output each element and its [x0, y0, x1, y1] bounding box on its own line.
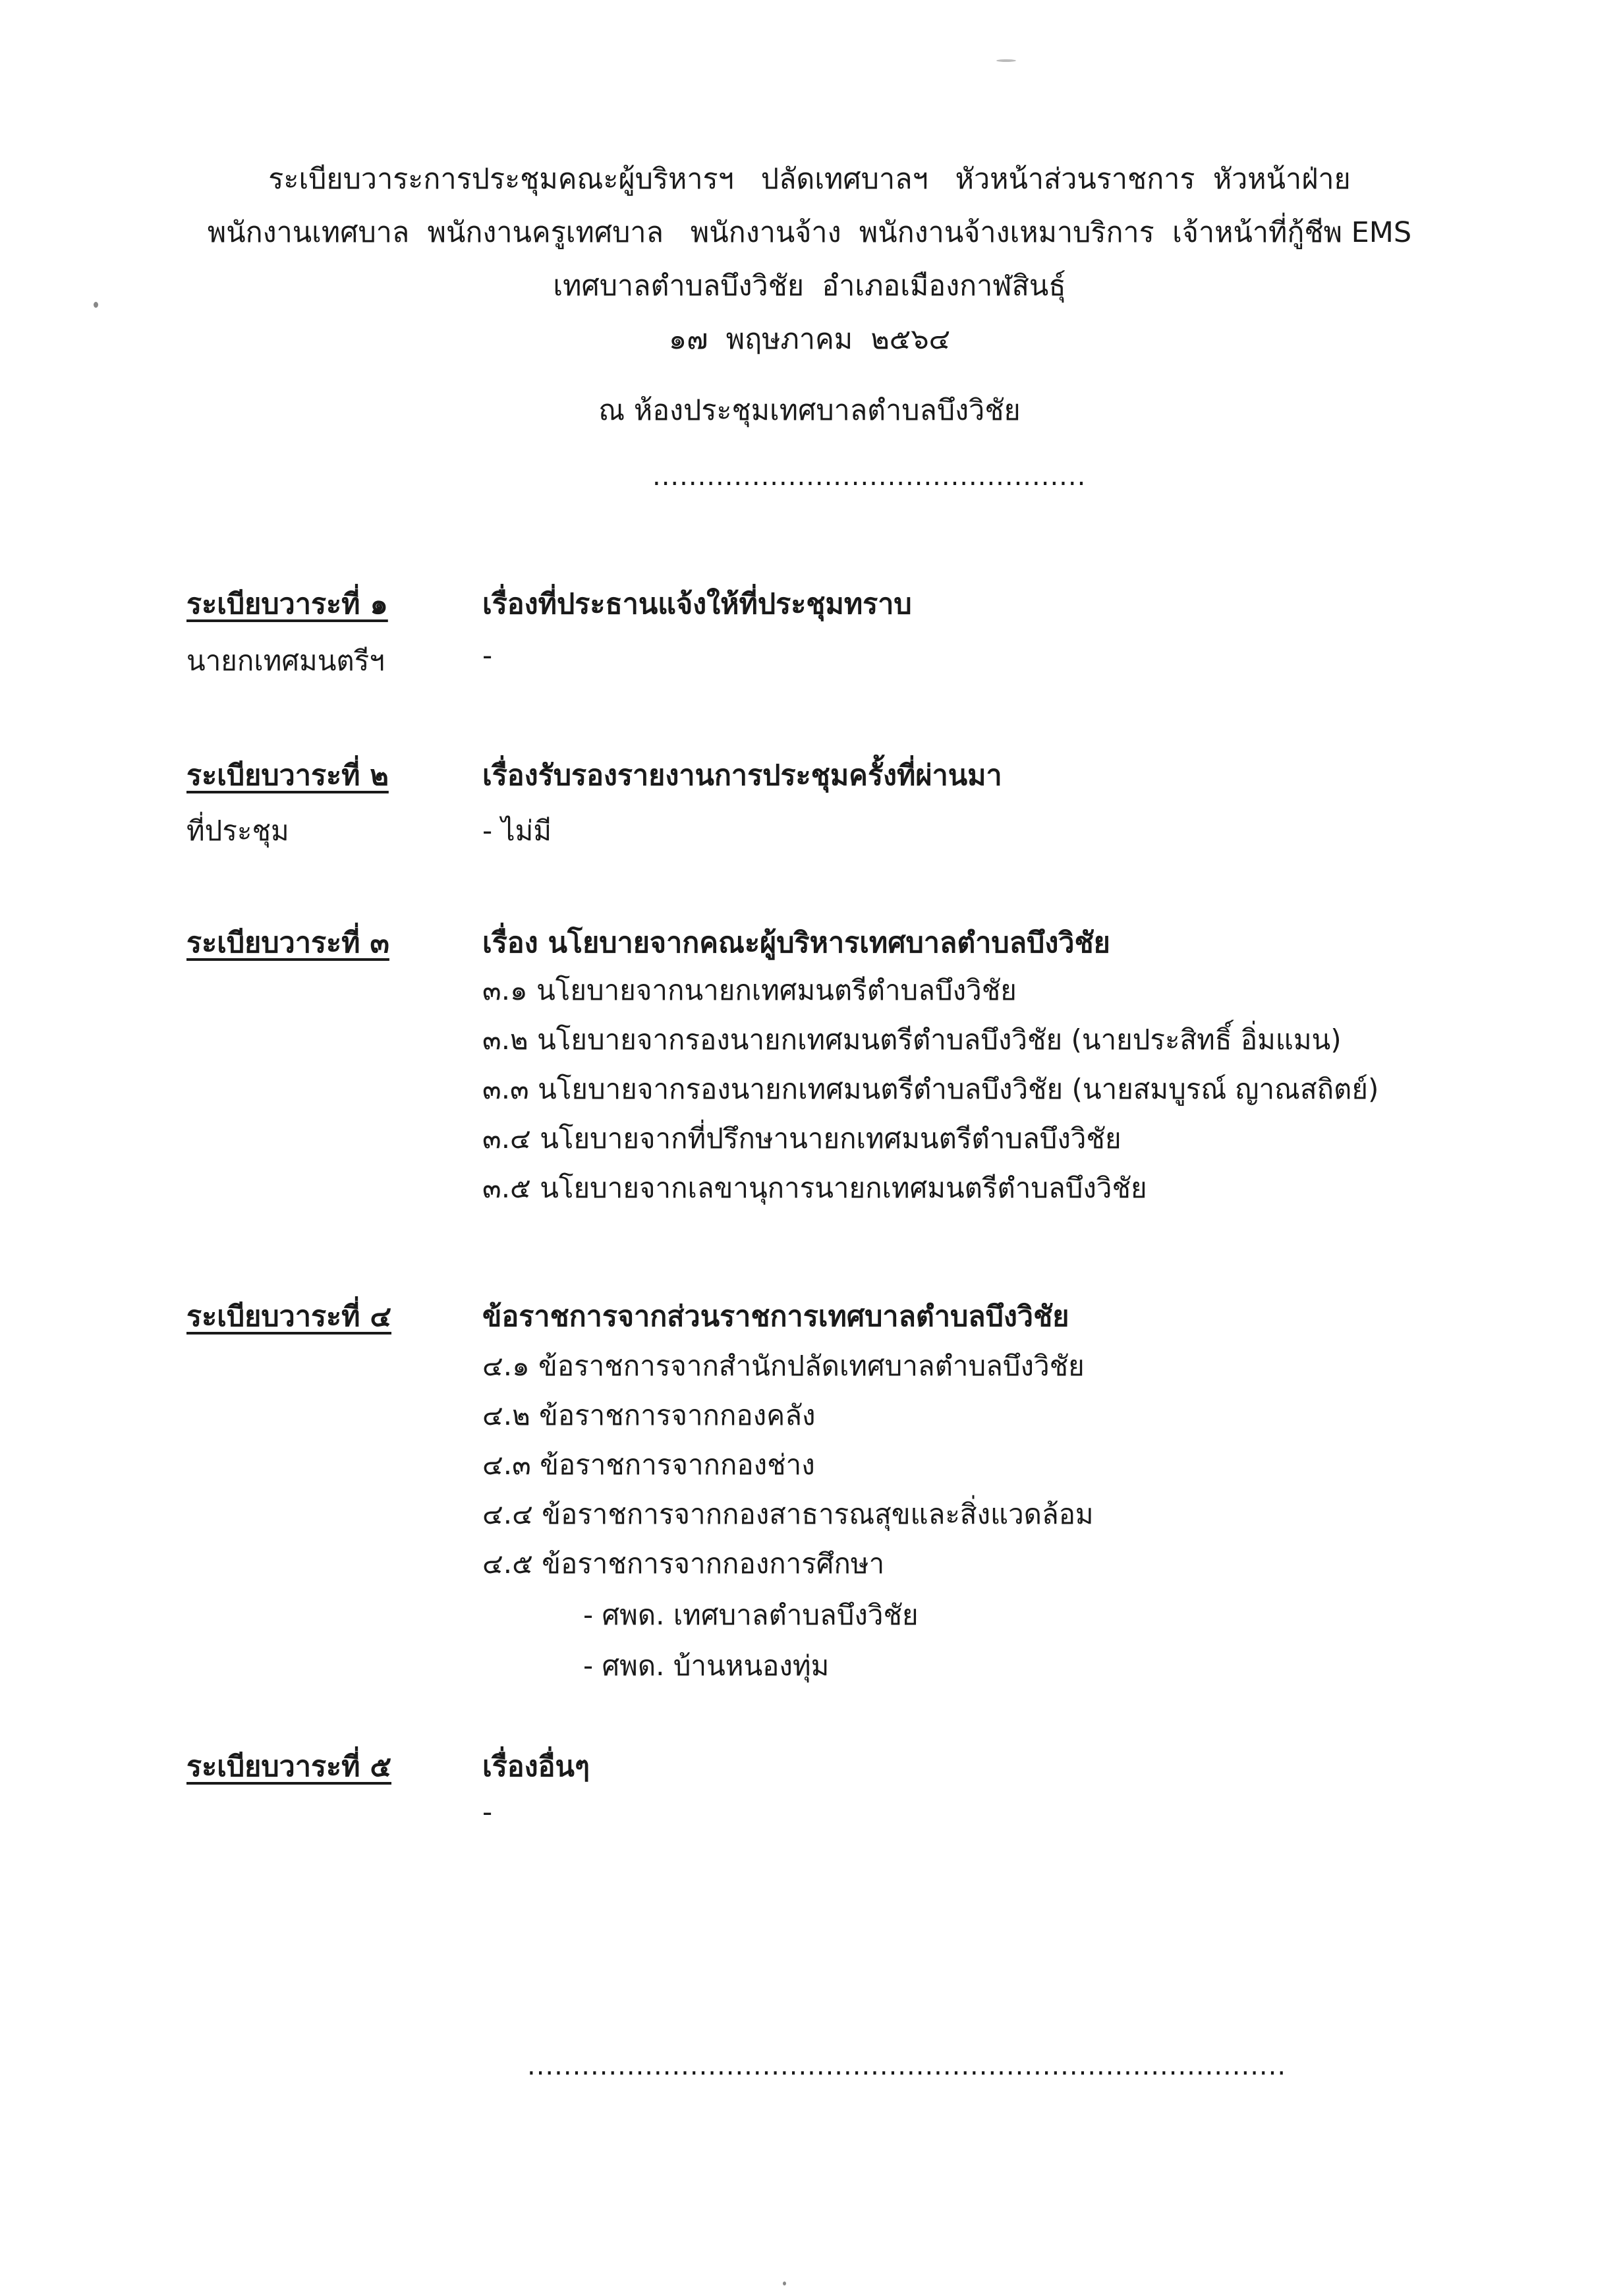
agenda-item-4-childcare-2: - ศพด. บ้านหนองทุ่ม [583, 1650, 830, 1682]
agenda-item-5-detail: - [482, 1796, 493, 1828]
agenda-item-1-label: ระเบียบวาระที่ ๑ [186, 588, 388, 621]
scan-speck [996, 59, 1016, 62]
agenda-item-2-speaker: ที่ประชุม [186, 815, 289, 847]
agenda-item-4-sub-2: ๔.๒ ข้อราชการจากกองคลัง [482, 1399, 816, 1431]
document-header [0, 153, 1619, 438]
agenda-item-3-label: ระเบียบวาระที่ ๓ [186, 927, 389, 960]
agenda-item-3-sub-1: ๓.๑ นโยบายจากนายกเทศมนตรีตำบลบึงวิชัย [482, 974, 1017, 1006]
agenda-item-2-label: ระเบียบวาระที่ ๒ [186, 759, 389, 792]
agenda-item-4-childcare-1: - ศพด. เทศบาลตำบลบึงวิชัย [583, 1599, 919, 1631]
agenda-item-3-sub-5: ๓.๕ นโยบายจากเลขานุการนายกเทศมนตรีตำบลบึงวิชัย [482, 1172, 1147, 1204]
header-line-date: ๑๗ พฤษภาคม ๒๕๖๔ [668, 323, 951, 356]
agenda-item-4-sub-4: ๔.๔ ข้อราชการจากกองสาธารณสุขและสิ่งแวดล้อม [482, 1498, 1094, 1530]
agenda-item-3-sub-4: ๓.๔ นโยบายจากที่ปรึกษานายกเทศมนตรีตำบลบึงวิชัย [482, 1122, 1122, 1155]
agenda-item-1-speaker: นายกเทศมนตรีฯ [186, 645, 385, 677]
scan-speck [783, 2282, 786, 2285]
header-line-municipality: เทศบาลตำบลบึงวิชัย อำเภอเมืองกาฬสินธุ์ [553, 270, 1066, 302]
scan-speck [94, 302, 98, 308]
agenda-item-3-sub-2: ๓.๒ นโยบายจากรองนายกเทศมนตรีตำบลบึงวิชัย (นายประสิทธิ์ อิ่มแมน) [482, 1023, 1342, 1056]
agenda-item-2-title: เรื่องรับรองรายงานการประชุมครั้งที่ผ่านมา [482, 759, 1002, 792]
agenda-item-2-detail: - ไม่มี [482, 815, 552, 847]
agenda-item-4-title: ข้อราชการจากส่วนราชการเทศบาลตำบลบึงวิชัย [482, 1300, 1069, 1333]
agenda-item-3-sub-3: ๓.๓ นโยบายจากรองนายกเทศมนตรีตำบลบึงวิชัย (นายสมบูรณ์ ญาณสถิตย์) [482, 1073, 1379, 1105]
header-line-location: ณ ห้องประชุมเทศบาลตำบลบึงวิชัย [598, 394, 1021, 427]
agenda-item-4-sub-5: ๔.๕ ข้อราชการจากกองการศึกษา [482, 1547, 885, 1580]
agenda-item-4-label: ระเบียบวาระที่ ๔ [186, 1300, 392, 1333]
agenda-item-1-title: เรื่องที่ประธานแจ้งให้ที่ประชุมทราบ [482, 588, 912, 621]
header-line-staff: พนักงานเทศบาล พนักงานครูเทศบาล พนักงานจ้าง พนักงานจ้างเหมาบริการ เจ้าหน้าที่กู้ชีพ EMS [207, 216, 1412, 249]
agenda-item-1-detail: - [482, 639, 493, 672]
bottom-separator: .................................................................................... [527, 2051, 1287, 2081]
agenda-item-4-sub-3: ๔.๓ ข้อราชการจากกองช่าง [482, 1449, 815, 1481]
agenda-item-5-label: ระเบียบวาระที่ ๕ [186, 1750, 392, 1783]
header-line-attendees: ระเบียบวาระการประชุมคณะผู้บริหารฯ ปลัดเทศบาลฯ หัวหน้าส่วนราชการ หัวหน้าฝ่าย [268, 163, 1351, 196]
agenda-item-3-title: เรื่อง นโยบายจากคณะผู้บริหารเทศบาลตำบลบึงวิชัย [482, 927, 1110, 960]
agenda-item-5-title: เรื่องอื่นๆ [482, 1750, 590, 1783]
agenda-item-4-sub-1: ๔.๑ ข้อราชการจากสำนักปลัดเทศบาลตำบลบึงวิชัย [482, 1350, 1085, 1382]
top-separator: ................................................ [652, 461, 1087, 492]
